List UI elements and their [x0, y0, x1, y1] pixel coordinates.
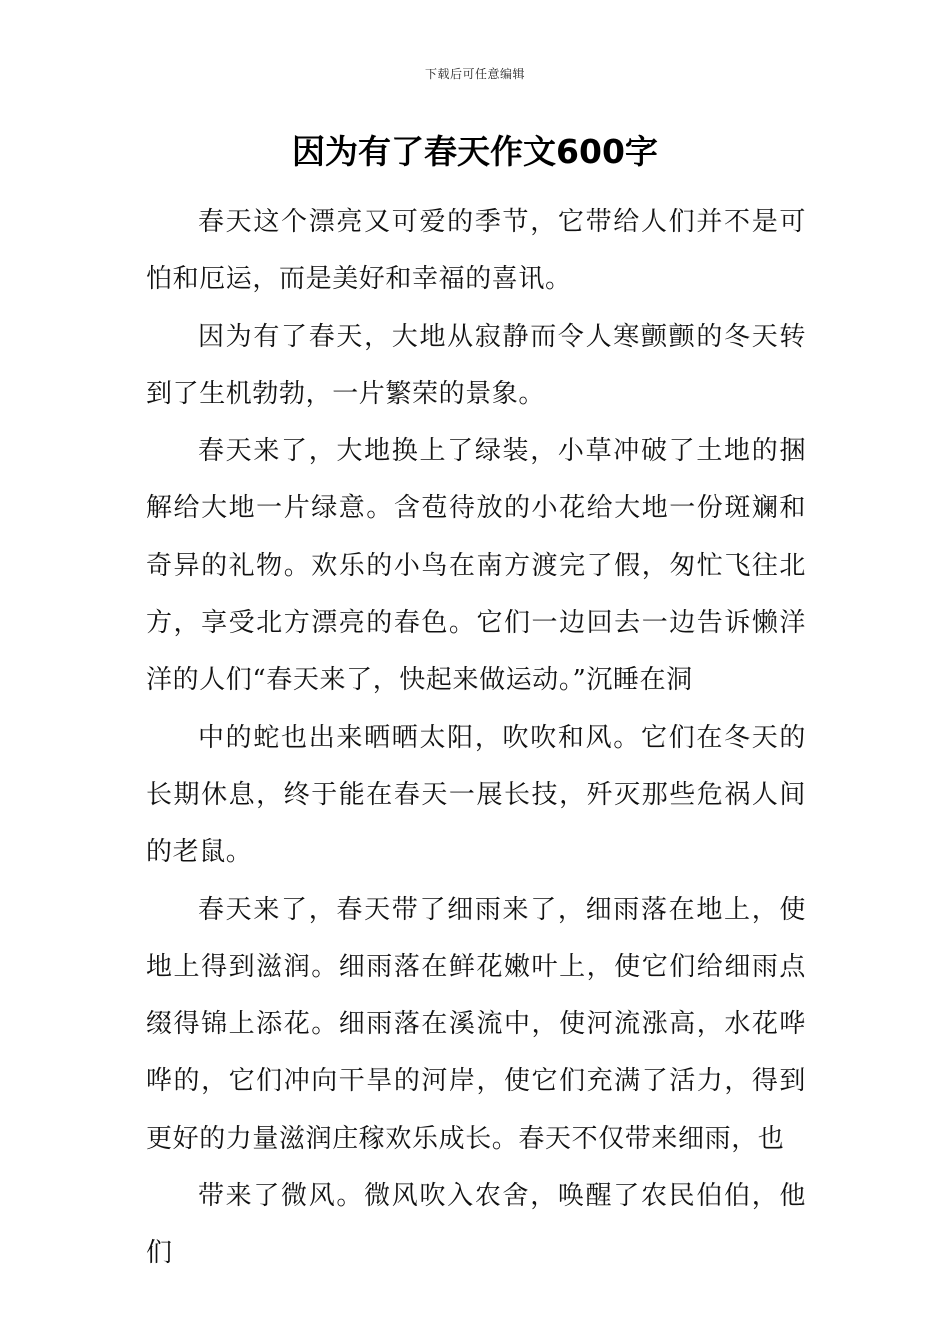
- paragraph-2: 因为有了春天，大地从寂静而令人寒颤颤的冬天转到了生机勃勃，一片繁荣的景象。: [146, 321, 806, 409]
- paragraph-1: 春天这个漂亮又可爱的季节，它带给人们并不是可怕和厄运，而是美好和幸福的喜讯。: [146, 207, 806, 295]
- paragraph-5: 春天来了，春天带了细雨来了，细雨落在地上，使地上得到滋润。细雨落在鲜花嫩叶上，使它们给细雨点缀得锦上添花。细雨落在溪流中，使河流涨高，水花哗哗的，它们冲向干旱的河岸，使它们充满了活力，得到更好的力量滋润庄稼欢乐成长。春天不仅带来细雨，也: [146, 894, 806, 1154]
- document-title: 因为有了春天作文600字: [292, 132, 658, 171]
- document-body: [146, 194, 806, 1283]
- paragraph-4: 中的蛇也出来晒晒太阳，吹吹和风。它们在冬天的长期休息，终于能在春天一展长技，歼灭那些危祸人间的老鼠。: [146, 722, 806, 868]
- paragraph-6: 带来了微风。微风吹入农舍，唤醒了农民伯伯，他们: [146, 1181, 806, 1269]
- header-note: 下载后可任意编辑: [424, 67, 525, 81]
- paragraph-3: 春天来了，大地换上了绿装，小草冲破了土地的捆解给大地一片绿意。含苞待放的小花给大地一份斑斓和奇异的礼物。欢乐的小鸟在南方渡完了假，匆忙飞往北方，享受北方漂亮的春色。它们一边回去一边告诉懒洋洋的人们“春天来了，快起来做运动。”沉睡在洞: [146, 436, 806, 696]
